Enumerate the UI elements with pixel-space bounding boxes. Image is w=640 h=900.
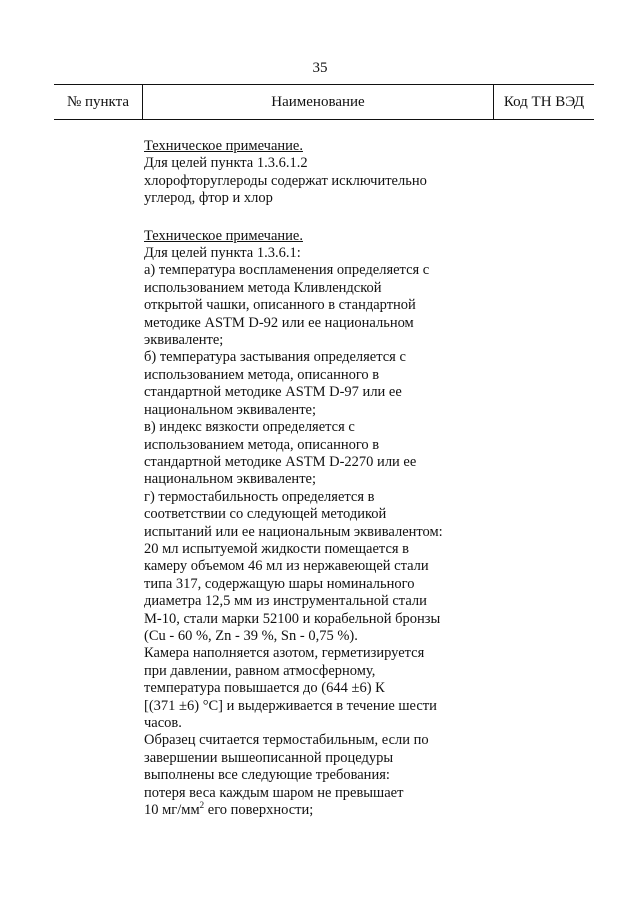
note-heading: Техническое примечание.: [144, 138, 303, 154]
note-last-line: [144, 802, 484, 819]
note-line: использованием метода, описанного в: [144, 436, 380, 453]
note-line: Камера наполняется азотом, герметизируется: [144, 645, 425, 662]
note-line: выполнены все следующие требования:: [144, 767, 390, 784]
technical-note-2: [144, 228, 484, 820]
note-line: Для целей пункта 1.3.6.1:: [144, 245, 301, 262]
table-header-row: [54, 84, 594, 120]
column-header-item-number: № пункта: [54, 85, 143, 119]
note-line: потеря веса каждым шаром не превышает: [144, 784, 404, 801]
note-line: использованием метода Кливлендской: [144, 279, 382, 296]
note-line: М-10, стали марки 52100 и корабельной бронзы: [144, 610, 441, 627]
last-line-suffix: его поверхности;: [204, 802, 314, 819]
note-line: при давлении, равном атмосферному,: [144, 662, 376, 679]
note-line: углерод, фтор и хлор: [144, 190, 273, 207]
column-header-customs-code: Код ТН ВЭД: [493, 85, 594, 119]
document-body: [144, 138, 484, 839]
note-line: стандартной методике ASTM D-97 или ее: [144, 384, 402, 401]
note-line: Образец считается термостабильным, если по: [144, 732, 429, 749]
last-line-prefix: 10 мг/мм: [144, 802, 200, 819]
note-line: часов.: [144, 715, 182, 731]
note-line: использованием метода, описанного в: [144, 366, 380, 383]
note-line: типа 317, содержащую шары номинального: [144, 575, 415, 592]
note-line: стандартной методике ASTM D-2270 или ее: [144, 453, 417, 470]
note-line: Для целей пункта 1.3.6.1.2: [144, 155, 308, 172]
note-line: соответствии со следующей методикой: [144, 506, 387, 523]
note-line: хлорофторуглероды содержат исключительно: [144, 172, 427, 189]
note-line: испытаний или ее национальным эквивалентом:: [144, 523, 443, 540]
note-line: [(371 ±6) °С] и выдерживается в течение шести: [144, 697, 437, 714]
note-line: б) температура застывания определяется с: [144, 349, 406, 366]
technical-note-1: [144, 138, 484, 208]
note-line: национальном эквиваленте;: [144, 401, 316, 418]
note-line: методике ASTM D-92 или ее национальном: [144, 314, 414, 331]
note-heading: Техническое примечание.: [144, 227, 303, 244]
note-line: температура повышается до (644 ±6) К: [144, 680, 385, 697]
note-line: камеру объемом 46 мл из нержавеющей стали: [144, 558, 429, 575]
note-line: а) температура воспламенения определяется с: [144, 262, 430, 279]
note-line: диаметра 12,5 мм из инструментальной стали: [144, 593, 427, 610]
note-line: открытой чашки, описанного в стандартной: [144, 297, 416, 314]
page-number: 35: [312, 60, 328, 76]
note-line: эквиваленте;: [144, 332, 224, 349]
superscript-exponent: 2: [199, 800, 205, 811]
note-line: завершении вышеописанной процедуры: [144, 749, 394, 766]
note-line: 20 мл испытуемой жидкости помещается в: [144, 540, 410, 557]
note-line: в) индекс вязкости определяется с: [144, 419, 355, 436]
note-line: национальном эквиваленте;: [144, 471, 316, 488]
note-line: г) термостабильность определяется в: [144, 488, 375, 505]
note-line: (Cu - 60 %, Zn - 39 %, Sn - 0,75 %).: [144, 627, 358, 644]
column-header-name: Наименование: [271, 93, 365, 110]
